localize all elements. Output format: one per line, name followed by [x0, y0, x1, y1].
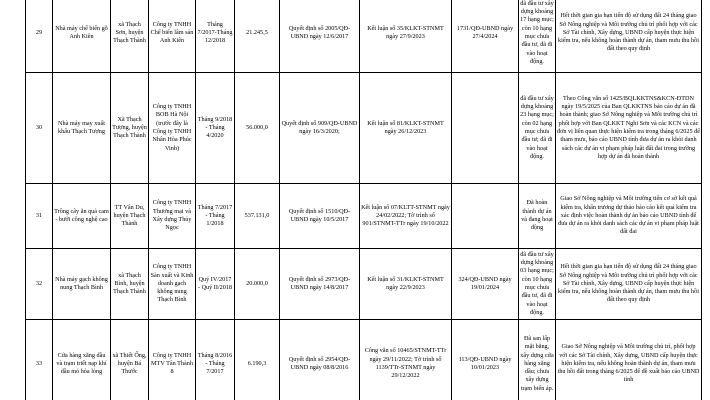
project-name-cell: Cửa hàng xăng dầu và trạm triết nạp khí dầu mỏ hóa lỏng [53, 320, 111, 400]
recovery-decision-cell: 324/QĐ-UBND ngày 19/01/2024 [452, 249, 519, 320]
table-row [26, 320, 702, 400]
schedule-cell: Tháng 9/2018 - Tháng 4/2020 [196, 73, 235, 184]
capital-cell: 56.000,0 [235, 73, 280, 184]
recovery-decision-cell: 1731/QĐ-UBND ngày 27/4/2024 [452, 0, 519, 73]
table-row [26, 0, 702, 73]
capital-cell: 21.245,5 [235, 0, 280, 73]
investor-cell: Công ty TNHH Sản xuất và Kinh doanh gạch không nung Thạch Bình [149, 249, 196, 320]
project-name-cell: Trồng cây ăn quả cam - bưởi công nghệ cao [53, 184, 111, 249]
row-number-cell: 29 [26, 0, 53, 73]
capital-cell: 537.131,0 [235, 184, 280, 249]
schedule-cell: Tháng 7/2017-Tháng 12/2018 [196, 0, 235, 73]
note-cell: Hết thời gian gia hạn tiến độ sử dụng đất 24 tháng giao Sở Nông nghiệp và Môi trường chủ trì phối hợp với các Sở Tài chính, Xây dựng, UBND cấp huyện thực hiện kiểm tra, nếu không hoàn thành dự án, tham mưu thu hồi đất theo quy định [556, 0, 702, 73]
recovery-decision-cell [452, 73, 519, 184]
location-cell: Xã Thạch Tượng, huyện Thạch Thành [111, 73, 149, 184]
investor-cell: Công ty TNHH BOB Hà Nội (trước đây là Công ty TNHH Nhân Hòa Phúc Vinh) [149, 73, 196, 184]
conclusion-cell: Kết luận số 07/KLTT-STNMT ngày 24/02/2022; Tờ trình số 901/STNMT-TTr ngày 19/10/2022 [360, 184, 452, 249]
decision-cell: Quyết định số 1510/QĐ-UBND ngày 10/5/2017 [280, 184, 360, 249]
status-cell: Đã san lấp mặt bằng, xây dựng cửa hàng xăng dầu; chưa xây dựng trạm biến áp. [519, 320, 556, 400]
conclusion-cell: Kết luận số 81/KLKT-STNMT ngày 26/12/2023 [360, 73, 452, 184]
schedule-cell: Quý IV/2017 - Quý II/2018 [196, 249, 235, 320]
project-name-cell: Nhà máy chế biến gỗ Anh Kiên [53, 0, 111, 73]
row-number-cell: 33 [26, 320, 53, 400]
row-number-cell: 32 [26, 249, 53, 320]
location-cell: TT Vân Du, huyện Thạch Thành [111, 184, 149, 249]
conclusion-cell: Công văn số 10465/STNMT-TTr ngày 29/11/2022; Tờ trình số 1139/TTr-STNMT ngày 29/12/2022 [360, 320, 452, 400]
status-cell: Đã hoàn thành dự án và đang hoạt động [519, 184, 556, 249]
row-number-cell: 31 [26, 184, 53, 249]
table-row [26, 249, 702, 320]
status-cell: đã đầu tư xây dựng khoảng 03 hạng mục; còn 10 hạng mục chưa đầu tư, đã đi vào hoạt động. [519, 249, 556, 320]
decision-cell: Quyết định số 2005/QĐ-UBND ngày 12/6/2017 [280, 0, 360, 73]
location-cell: xã Thạch Bình, huyện Thạch Thành [111, 249, 149, 320]
schedule-cell: Tháng 8/2016 - Tháng 7/2017 [196, 320, 235, 400]
decision-cell: Quyết định số 2954/QĐ-UBND ngày 08/8/2016 [280, 320, 360, 400]
capital-cell: 20.000,0 [235, 249, 280, 320]
project-table [25, 0, 702, 400]
location-cell: xã Thạch Sơn, huyện Thạch Thành [111, 0, 149, 73]
status-cell: đã đầu tư xây dựng khoảng 17 hạng mục; còn 10 hạng mục chưa đầu tư, đã đi vào hoạt động. [519, 0, 556, 73]
project-name-cell: Nhà máy gạch không nung Thạch Bình [53, 249, 111, 320]
note-cell: Giao Sở Nông nghiệp và Môi trường chủ trì, phối hợp với các Sở Tài chính, Xây dựng, UBND cấp huyện thực hiện kiểm tra, nếu không hoàn thành dự án, tham mưu thu hồi đất trong tháng 6/2025 để đề xuất báo cáo UBND tỉnh [556, 320, 702, 400]
row-number-cell: 30 [26, 73, 53, 184]
project-name-cell: Nhà máy may xuất khẩu Thạch Tượng [53, 73, 111, 184]
note-cell: Theo Công văn số 1425/BQLKKTNS&KCN-ĐTDN ngày 19/5/2025 của Ban QLKKTNS báo cáo dự án đã hoàn thành; giao Sở Nông nghiệp và Môi trường chủ trì phối hợp với Ban QLKKT Nghi Sơn và các KCN và các đơn vị liên quan thực hiện kiểm tra trong tháng 6/2025 để tham mưu, báo cáo UBND tỉnh đưa dự án ra khỏi danh sách các dự án vi phạm pháp luật đất đai trong trường hợp dự án đã hoàn thành [556, 73, 702, 184]
investor-cell: Công ty TNHH MTV Tân Thành 8 [149, 320, 196, 400]
note-cell: Giao Sở Nông nghiệp và Môi trường tiến cơ sở kết quả kiểm tra, khẩn trương dự thảo báo cáo kết quả kiểm tra xác định việc hoàn thành dự án báo cáo UBND tỉnh để đưa dự án ra khỏi danh sách các dự án vi phạm pháp luật đất đai [556, 184, 702, 249]
table-row [26, 184, 702, 249]
status-cell: đã đầu tư xây dựng khoảng 23 hạng mục; còn 02 hạng mục chưa đầu tư; đã đi vào hoạt động. [519, 73, 556, 184]
conclusion-cell: Kết luận số 31/KLKT-STNMT ngày 22/9/2023 [360, 249, 452, 320]
table-row [26, 73, 702, 184]
investor-cell: Công ty TNHH Thương mại và Xây dựng Thủy Ngọc [149, 184, 196, 249]
recovery-decision-cell: 113/QĐ-UBND ngày 10/01/2023 [452, 320, 519, 400]
note-cell: Hết thời gian gia hạn tiến độ sử dụng đất 24 tháng giao Sở Nông nghiệp và Môi trường chủ trì phối hợp với các Sở Tài chính, Xây dựng, UBND cấp huyện thực hiện kiểm tra, nếu không hoàn thành dự án, tham mưu thu hồi đất theo quy định [556, 249, 702, 320]
investor-cell: Công ty TNHH Chế biến lâm sản Anh Kiên [149, 0, 196, 73]
location-cell: xã Thiết Ống, huyện Bá Thước [111, 320, 149, 400]
schedule-cell: Tháng 7/2017 - Tháng 1/2018 [196, 184, 235, 249]
decision-cell: Quyết định số 909/QĐ-UBND ngày 16/3/2020; [280, 73, 360, 184]
conclusion-cell: Kết luận số 35/KLKT-STNMT ngày 27/9/2023 [360, 0, 452, 73]
decision-cell: Quyết định số 2973/QĐ-UBND ngày 14/8/2017 [280, 249, 360, 320]
capital-cell: 6.190,3 [235, 320, 280, 400]
recovery-decision-cell [452, 184, 519, 249]
table-body [26, 0, 702, 400]
